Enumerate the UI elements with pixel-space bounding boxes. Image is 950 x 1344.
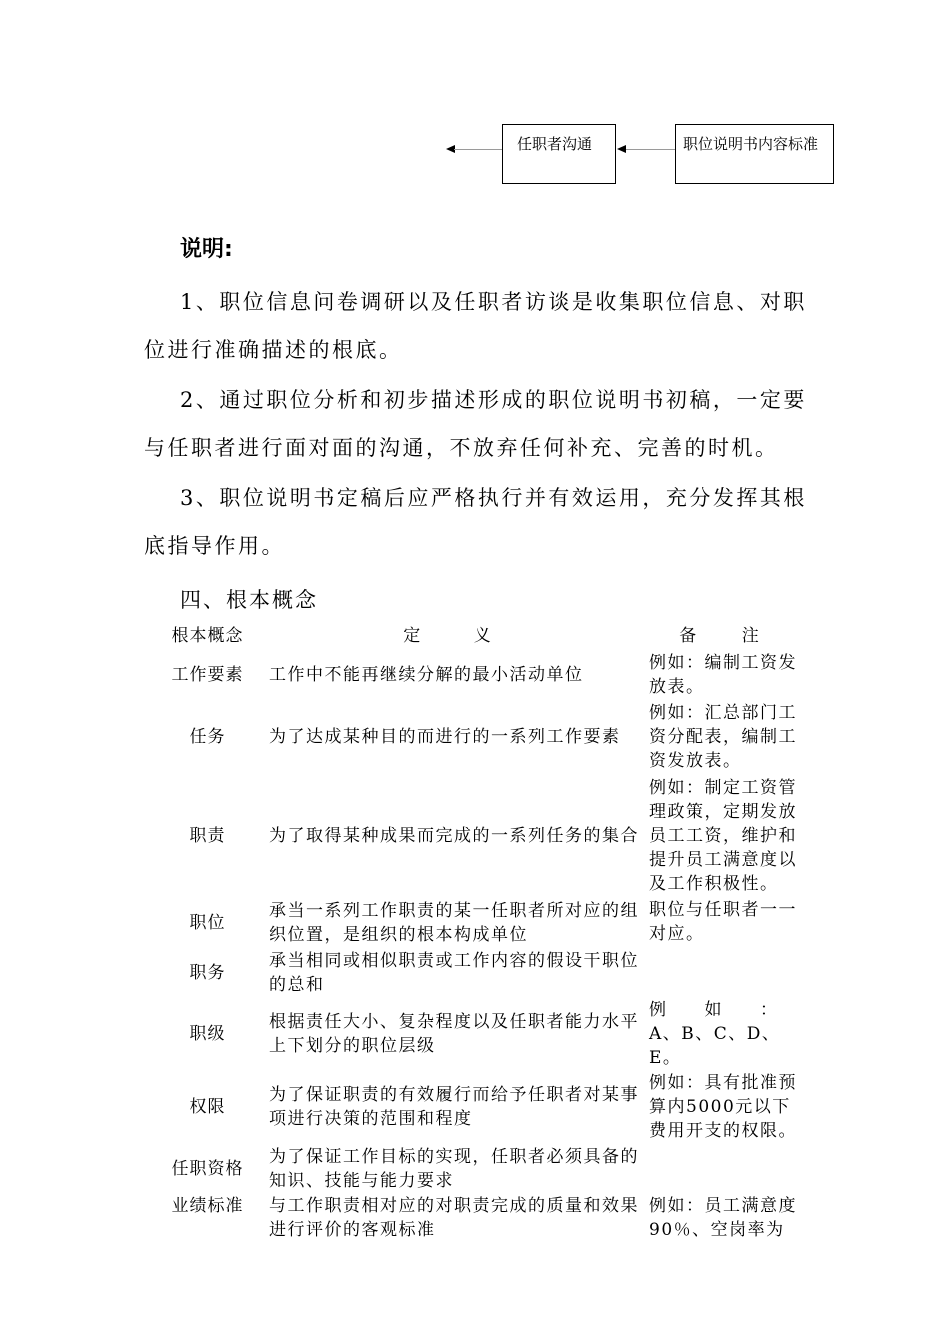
table-row	[150, 700, 809, 774]
note-item-3: 3、职位说明书定稿后应严格执行并有效运用，充分发挥其根底指导作用。	[144, 486, 807, 558]
row-term: 工作要素	[171, 665, 244, 685]
row-note: 例如：汇总部门工资分配表，编制工资发放表。	[649, 703, 797, 771]
row-note: 例 如 ：A、B、C、D、E。	[649, 1000, 781, 1068]
table-row	[150, 1144, 809, 1194]
row-note: 例如：员工满意度90％、空岗率为	[649, 1196, 797, 1240]
row-definition: 为了达成某种目的而进行的一系列工作要素	[269, 727, 621, 747]
row-term: 业绩标准	[171, 1196, 244, 1216]
header-definition: 定 义	[403, 626, 515, 646]
row-term: 职级	[189, 1024, 226, 1044]
row-definition: 工作中不能再继续分解的最小活动单位	[269, 665, 584, 685]
row-note	[649, 1144, 809, 1194]
header-term: 根本概念	[171, 626, 244, 646]
section-title: 四、根本概念	[180, 588, 318, 612]
table-row	[150, 1070, 809, 1144]
row-definition: 根据责任大小、复杂程度以及任职者能力水平上下划分的职位层级	[269, 1012, 639, 1056]
row-definition: 与工作职责相对应的对职责完成的质量和效果进行评价的客观标准	[269, 1196, 639, 1240]
table-row	[150, 998, 809, 1070]
row-note: 例如：编制工资发放表。	[649, 653, 797, 697]
row-definition: 为了保证工作目标的实现，任职者必须具备的知识、技能与能力要求	[269, 1147, 639, 1191]
row-definition: 承当一系列工作职责的某一任职者所对应的组织位置，是组织的根本构成单位	[269, 901, 639, 945]
row-term: 任职资格	[171, 1159, 244, 1179]
row-definition: 为了保证职责的有效履行而给予任职者对某事项进行决策的范围和程度	[269, 1085, 639, 1129]
notes-heading: 说明:	[180, 237, 233, 262]
row-note	[649, 948, 809, 998]
flow-box-standard	[675, 124, 834, 184]
row-note: 例如：制定工资管理政策，定期发放员工工资，维护和提升员工满意度以及工作积极性。	[649, 778, 797, 894]
note-item-1: 1、职位信息问卷调研以及任职者访谈是收集职位信息、对职位进行准确描述的根底。	[144, 290, 807, 362]
table-row	[150, 774, 809, 898]
flow-arrow-middle	[626, 149, 675, 150]
table-header-row	[150, 622, 809, 650]
row-definition: 承当相同或相似职责或工作内容的假设干职位的总和	[269, 951, 639, 995]
row-term: 职位	[189, 913, 226, 933]
flow-box-communicate	[502, 124, 616, 184]
concepts-table	[150, 622, 809, 1244]
row-term: 权限	[189, 1097, 226, 1117]
flow-box-standard-label: 职位说明书内容标准	[683, 135, 819, 153]
table-row	[150, 650, 809, 700]
row-definition: 为了取得某种成果而完成的一系列任务的集合	[269, 826, 639, 846]
header-note: 备 注	[679, 626, 779, 646]
note-item-2: 2、通过职位分析和初步描述形成的职位说明书初稿，一定要与任职者进行面对面的沟通，不放弃任何补充、完善的时机。	[144, 388, 807, 460]
arrowhead-middle-icon	[617, 145, 626, 153]
flow-box-communicate-label: 任职者沟通	[517, 135, 593, 153]
row-term: 职务	[189, 963, 226, 983]
table-row	[150, 1194, 809, 1244]
row-note: 例如：具有批准预算内5000元以下费用开支的权限。	[649, 1073, 797, 1141]
row-term: 任务	[189, 727, 226, 747]
table-row	[150, 948, 809, 998]
row-term: 职责	[189, 826, 226, 846]
table-row	[150, 898, 809, 948]
row-note: 职位与任职者一一对应。	[649, 900, 797, 944]
flow-arrow-left	[454, 149, 502, 150]
